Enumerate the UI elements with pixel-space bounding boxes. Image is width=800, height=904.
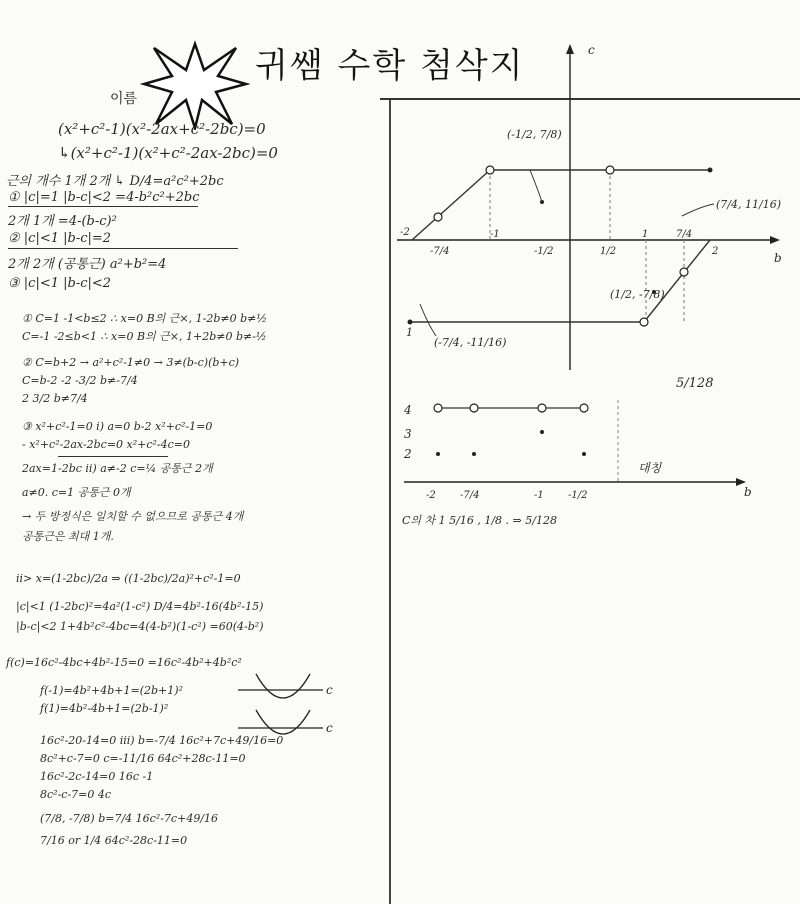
star-stamp-icon — [140, 40, 250, 130]
solution-line: f(-1)=4b²+4b+1=(2b+1)² — [40, 684, 183, 697]
solution-line: 7/16 or 1/4 64c²-28c-11=0 — [40, 834, 188, 847]
tick-label: 1 — [642, 229, 649, 240]
page-title: 귀쌤 수학 첨삭지 — [255, 46, 525, 86]
tick-label: -1 — [490, 229, 500, 240]
solution-line: 16c²-20-14=0 iii) b=-7/4 16c²+7c+49/16=0 — [40, 734, 284, 747]
tick-label: 1/2 — [600, 246, 617, 257]
symmetry-label: 대칭 — [638, 461, 662, 475]
point-label-mid: (1/2, -7/8) — [610, 288, 665, 301]
tick-label: 7/4 — [676, 229, 693, 240]
solution-line: 2ax=1-2bc ii) a≠-2 c=¼ 공통근 2개 — [22, 462, 213, 475]
solution-line: ② C=b+2 → a²+c²-1≠0 → 3≠(b-c)(b+c) — [22, 356, 240, 369]
region-graph — [392, 40, 792, 380]
case-row: ① |c|=1 |b-c|<2 =4-b²c²+2bc — [8, 190, 200, 205]
solution-line: (7/8, -7/8) b=7/4 16c²-7c+49/16 — [40, 812, 219, 825]
point-label-top-left: (-1/2, 7/8) — [507, 128, 562, 141]
solution-line: - x²+c²-2ax-2bc=0 x²+c²-4c=0 — [22, 438, 191, 451]
tick-label: -2 — [400, 227, 410, 238]
solution-line: ③ x²+c²-1=0 i) a=0 b-2 x²+c²-1=0 — [22, 420, 213, 433]
tick-label: -1 — [534, 490, 544, 501]
tick-label: -7/4 — [430, 246, 450, 257]
tick-label: -7/4 — [460, 490, 480, 501]
solution-line: ii> x=(1-2bc)/2a ⇒ ((1-2bc)/2a)²+c²-1=0 — [16, 572, 241, 585]
y-label: 2 — [404, 447, 412, 461]
symmetry-axis-b: b — [744, 485, 752, 499]
subtraction-line — [58, 456, 168, 457]
tick-label: -1/2 — [534, 246, 554, 257]
solution-line: 16c²-2c-14=0 16c -1 — [40, 770, 154, 783]
case-row: 2개 2개 (공통근) a²+b²=4 — [8, 257, 167, 272]
point-label-right: (7/4, 11/16) — [716, 198, 781, 211]
difference-row: C의 차 1 5/16 , 1/8 . ⇒ 5/128 — [402, 514, 557, 527]
solution-line: f(1)=4b²-4b+1=(2b-1)² — [40, 702, 169, 715]
point-label-bottom-left: (-7/4, -11/16) — [434, 336, 507, 349]
tick-label: 2 — [712, 246, 719, 257]
svg-text:c: c — [326, 683, 333, 697]
graph-axis-c: c — [588, 43, 595, 57]
solution-line: → 두 방정식은 일치할 수 없으므로 공통근 4개 — [22, 510, 244, 523]
solution-line: |c|<1 (1-2bc)²=4a²(1-c²) D/4=4b²-16(4b²-15) — [16, 600, 264, 613]
case-row: ③ |c|<1 |b-c|<2 — [8, 276, 112, 291]
case-row: ② |c|<1 |b-c|=2 — [8, 231, 112, 246]
solution-line: C=-1 -2≤b<1 ∴ x=0 B의 근×, 1+2b≠0 b≠-½ — [22, 330, 267, 343]
equation-line: (x²+c²-1)(x²-2ax+c²-2bc)=0 — [58, 120, 266, 138]
solution-line: 8c²+c-7=0 c=-11/16 64c²+28c-11=0 — [40, 752, 246, 765]
case-underline — [8, 248, 238, 249]
solution-line: f(c)=16c²-4bc+4b²-15=0 =16c²-4b²+4b²c² — [6, 656, 242, 669]
center-divider — [389, 100, 391, 904]
case-underline — [8, 206, 198, 207]
solution-line: a≠0. c=1 공통근 0개 — [22, 486, 131, 499]
equation-line: ↳(x²+c²-1)(x²+c²-2ax-2bc)=0 — [58, 144, 278, 162]
solution-line: ① C=1 -1<b≤2 ∴ x=0 B의 근×, 1-2b≠0 b≠½ — [22, 312, 268, 325]
svg-text:c: c — [326, 721, 333, 735]
solution-line: |b-c|<2 1+4b²c²-4bc=4(4-b²)(1-c²) =60(4-b²) — [16, 620, 264, 633]
one-label: 1 — [406, 326, 413, 339]
graph-axis-b: b — [774, 251, 782, 265]
tick-label: -2 — [426, 490, 436, 501]
solution-line: 8c²-c-7=0 4c — [40, 788, 112, 801]
name-label: 이름 — [110, 91, 138, 107]
root-count-header: 근의 개수 1개 2개 ↳ D/4=a²c²+2bc — [6, 174, 224, 189]
y-label: 4 — [404, 403, 412, 417]
case-row: 2개 1개 =4-(b-c)² — [8, 214, 117, 229]
solution-line: C=b-2 -2 -3/2 b≠-7/4 — [22, 374, 138, 387]
note-fraction: 5/128 — [676, 376, 714, 391]
parabola-sketch — [228, 670, 338, 750]
y-label: 3 — [404, 427, 412, 441]
tick-label: -1/2 — [568, 490, 588, 501]
solution-line: 2 3/2 b≠7/4 — [22, 392, 88, 405]
solution-line: 공통근은 최대 1개. — [22, 530, 114, 543]
